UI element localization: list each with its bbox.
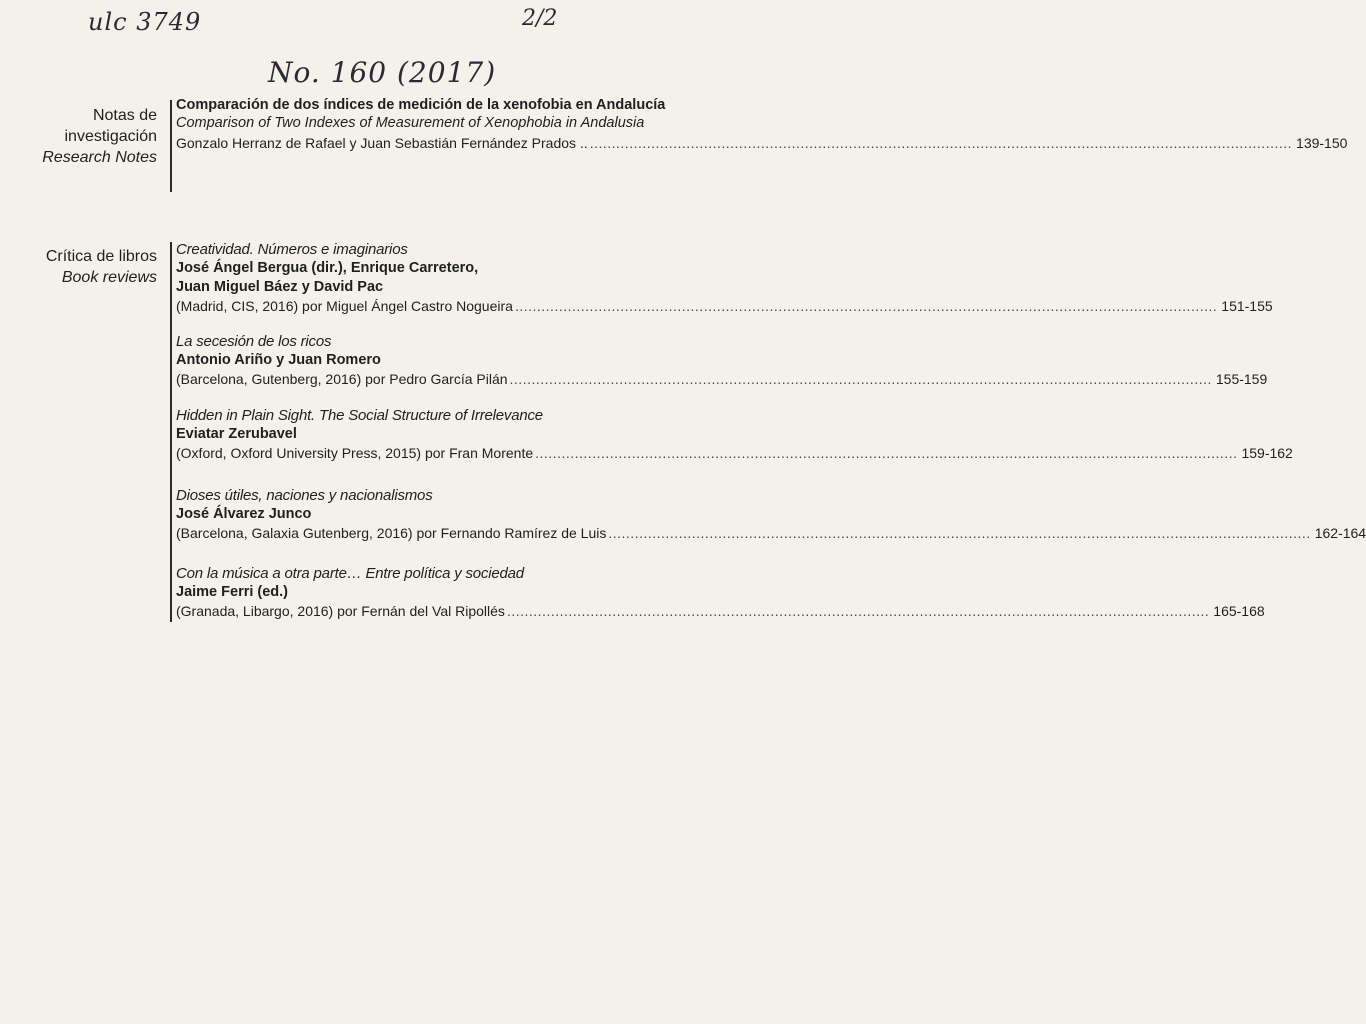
page-range: 155-159 [1215, 371, 1268, 387]
toc-entry-review [176, 406, 1293, 463]
toc-entry-review [176, 332, 1268, 389]
leader-dots: ................................................................................................................................................................ [535, 445, 1238, 461]
leader-dots: ................................................................................................................................................................ [514, 298, 1218, 314]
toc-entry-review [176, 564, 1265, 621]
review-details-row [176, 370, 1268, 389]
page-range: 159-162 [1241, 445, 1293, 461]
leader-dots: ................................................................................................................................................................ [608, 525, 1311, 541]
leader-dots: ................................................................................................................................................................ [589, 135, 1293, 151]
handwritten-page-count: 2/2 [522, 6, 558, 31]
section-divider-line [170, 100, 172, 192]
page-range: 151-155 [1221, 298, 1273, 314]
book-title: Creatividad. Números e imaginarios [176, 241, 408, 258]
section-label-book-reviews [20, 246, 157, 288]
book-authors: Juan Miguel Báez y David Pac [176, 279, 384, 295]
review-details-row [176, 444, 1293, 463]
toc-entry-review [176, 486, 1366, 543]
leader-dots: ................................................................................................................................................................ [509, 371, 1212, 387]
article-authors: Gonzalo Herranz de Rafael y Juan Sebastián Fernández Prados .. [176, 135, 588, 151]
book-title: Dioses útiles, naciones y nacionalismos [176, 487, 433, 504]
review-details: (Granada, Libargo, 2016) por Fernán del Val Ripollés [176, 603, 505, 619]
section-label-en: Book reviews [61, 269, 157, 286]
handwritten-catalog-code: ulc 3749 [88, 8, 202, 36]
leader-dots: ................................................................................................................................................................ [506, 603, 1210, 619]
handwritten-issue-number: No. 160 (2017) [268, 56, 497, 89]
article-authors-row [176, 134, 1348, 153]
page-range: 162-164 [1314, 525, 1366, 541]
book-authors: José Álvarez Junco [176, 506, 312, 522]
review-details: (Madrid, CIS, 2016) por Miguel Ángel Castro Nogueira [176, 298, 513, 314]
page-range: 139-150 [1296, 135, 1348, 151]
toc-entry-review [176, 240, 1273, 316]
review-details-row [176, 524, 1366, 543]
book-authors: Jaime Ferri (ed.) [176, 584, 289, 600]
section-label-en: Research Notes [42, 149, 157, 166]
page-range: 165-168 [1213, 603, 1265, 619]
review-details-row [176, 297, 1273, 316]
section-divider-line [170, 242, 172, 622]
book-authors: Eviatar Zerubavel [176, 426, 297, 442]
section-label-es: Notas de investigación [64, 107, 157, 145]
book-authors: Antonio Ariño y Juan Romero [176, 352, 381, 368]
section-label-research-notes [20, 105, 157, 168]
review-details: (Barcelona, Galaxia Gutenberg, 2016) por Fernando Ramírez de Luis [176, 525, 607, 541]
article-title-es: Comparación de dos índices de medición de la xenofobia en Andalucía [176, 97, 666, 113]
book-title: Con la música a otra parte… Entre política y sociedad [176, 565, 524, 582]
review-details: (Oxford, Oxford University Press, 2015) por Fran Morente [176, 445, 534, 461]
book-authors: José Ángel Bergua (dir.), Enrique Carretero, [176, 260, 479, 276]
book-title: La secesión de los ricos [176, 333, 332, 350]
book-title: Hidden in Plain Sight. The Social Structure of Irrelevance [176, 407, 543, 424]
review-details-row [176, 602, 1265, 621]
section-label-es: Crítica de libros [45, 248, 157, 265]
toc-entry-research-note [176, 96, 1348, 153]
article-title-en: Comparison of Two Indexes of Measurement of Xenophobia in Andalusia [176, 115, 645, 131]
review-details: (Barcelona, Gutenberg, 2016) por Pedro García Pilán [176, 371, 508, 387]
